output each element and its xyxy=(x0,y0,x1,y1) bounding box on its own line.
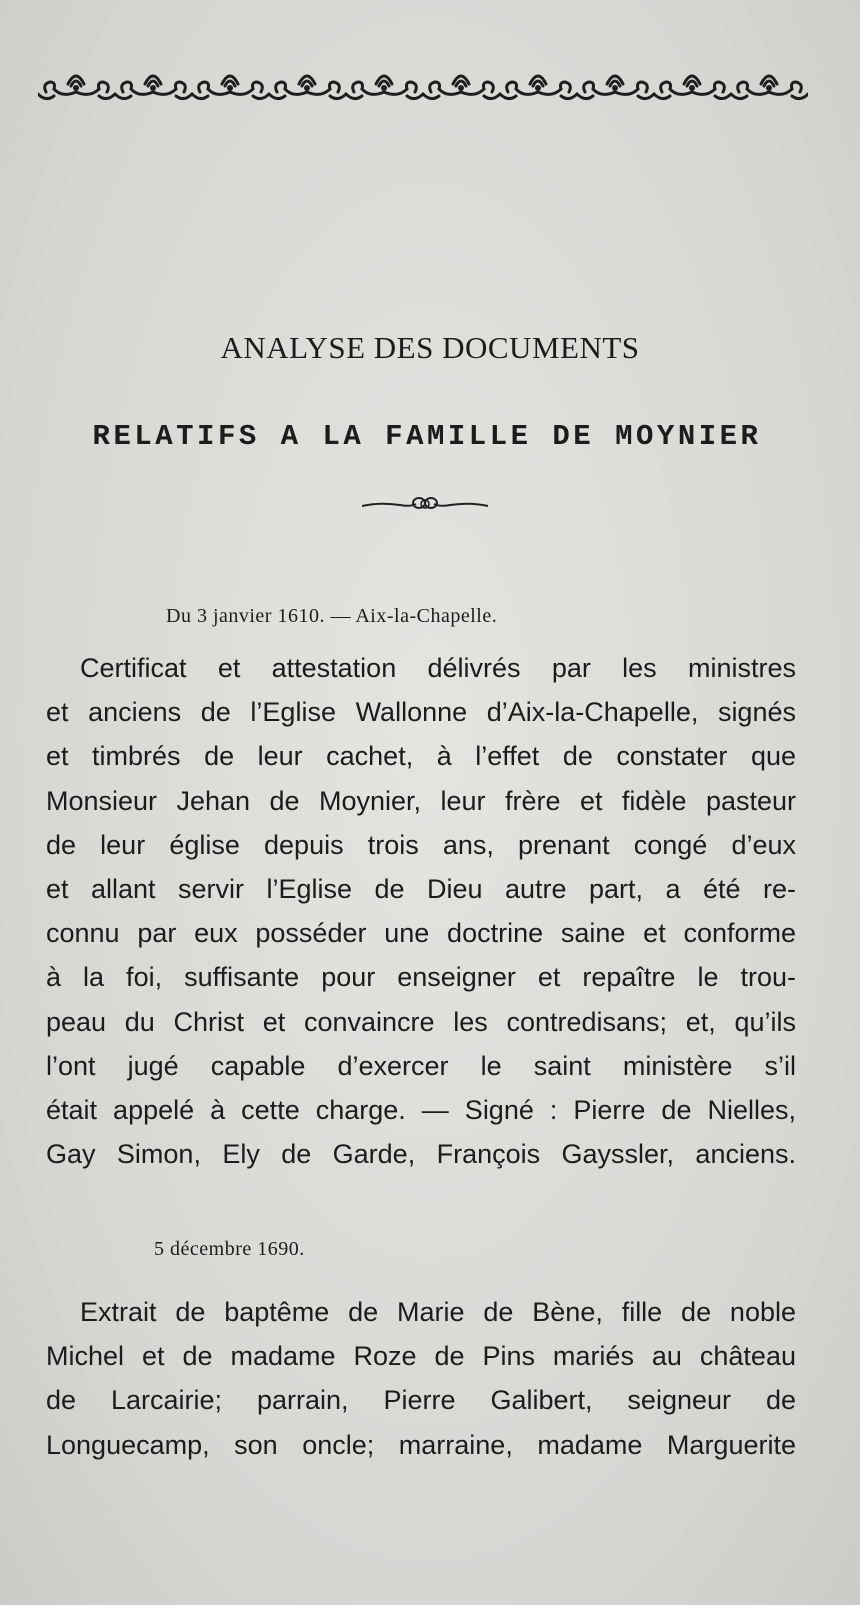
floral-band-ornament xyxy=(38,62,808,106)
floral-motif xyxy=(731,76,808,99)
floral-motif xyxy=(577,76,654,99)
text-line: et timbrés de leur cachet, à l’effet de constater que xyxy=(46,741,796,772)
floral-motif xyxy=(500,76,577,99)
text-line: peau du Christ et convaincre les contredisans; et, qu’ils xyxy=(46,1006,796,1037)
entry-date: 5 décembre 1690. xyxy=(154,1238,305,1260)
entry-date: Du 3 janvier 1610. — Aix-la-Chapelle. xyxy=(166,605,498,627)
entry-paragraph xyxy=(46,646,796,1176)
text-line: de Larcairie; parrain, Pierre Galibert, seigneur de xyxy=(46,1385,796,1416)
text-line: de leur église depuis trois ans, prenant congé d’eux xyxy=(46,829,796,860)
text-line: Gay Simon, Ely de Garde, François Gayssler, anciens. xyxy=(46,1139,796,1170)
text-line: Longuecamp, son oncle; marraine, madame Marguerite xyxy=(46,1429,796,1460)
text-line: connu par eux posséder une doctrine saine et conforme xyxy=(46,918,796,949)
text-line: l’ont jugé capable d’exercer le saint ministère s’il xyxy=(46,1050,796,1081)
floral-motif xyxy=(654,76,731,99)
floral-motif xyxy=(38,76,115,99)
floral-motif xyxy=(192,76,269,99)
text-line: Certificat et attestation délivrés par les ministres xyxy=(80,653,796,683)
floral-motif xyxy=(269,76,346,99)
title-line-1: ANALYSE DES DOCUMENTS xyxy=(220,330,640,365)
text-line: Michel et de madame Roze de Pins mariés au château xyxy=(46,1341,796,1372)
title-line-2: RELATIFS A LA FAMILLE DE MOYNIER xyxy=(92,420,762,453)
floral-motif xyxy=(346,76,423,99)
text-line: Monsieur Jehan de Moynier, leur frère et fidèle pasteur xyxy=(46,785,796,816)
scroll-divider-ornament xyxy=(360,492,490,516)
text-line: et anciens de l’Eglise Wallonne d’Aix-la-Chapelle, signés xyxy=(46,697,796,728)
text-line: et allant servir l’Eglise de Dieu autre part, a été re- xyxy=(46,874,796,905)
floral-motif xyxy=(115,76,192,99)
entry-paragraph xyxy=(46,1290,796,1467)
floral-motif xyxy=(423,76,500,99)
text-line: était appelé à cette charge. — Signé : Pierre de Nielles, xyxy=(46,1095,796,1126)
text-line: Extrait de baptême de Marie de Bène, fille de noble xyxy=(80,1297,796,1327)
text-line: à la foi, suffisante pour enseigner et repaître le trou- xyxy=(46,962,796,993)
